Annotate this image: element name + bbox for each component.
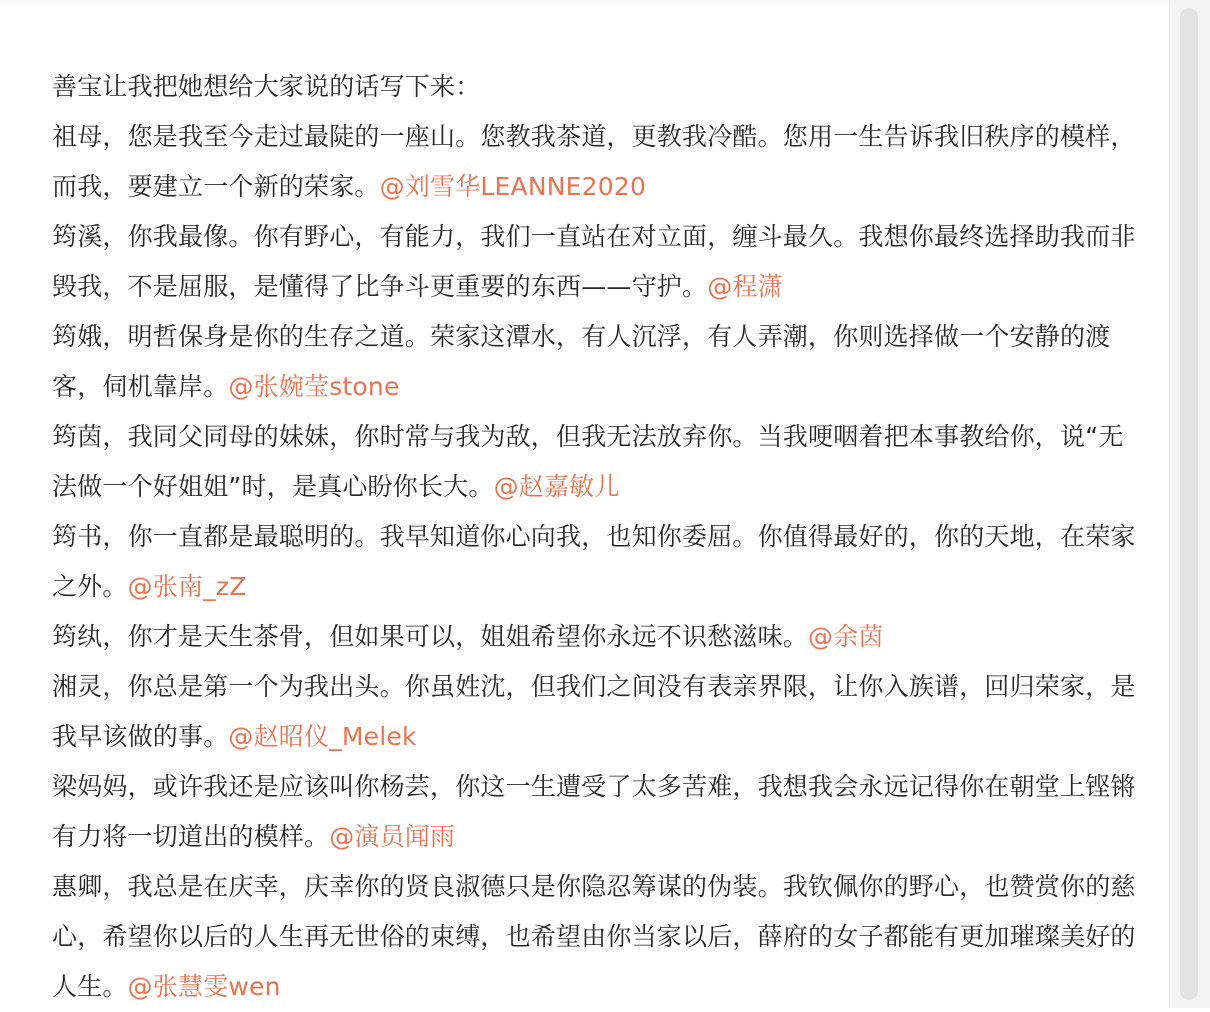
mention-link[interactable]: @张婉莹stone (228, 372, 400, 401)
paragraph-text: 筠书，你一直都是最聪明的。我早知道你心向我，也知你委屈。你值得最好的，你的天地，在荣家之外。 (52, 522, 1136, 601)
post-paragraph (52, 662, 1142, 762)
scrollbar-thumb[interactable] (1180, 8, 1198, 1000)
paragraph-text: 梁妈妈，或许我还是应该叫你杨芸，你这一生遭受了太多苦难，我想我会永远记得你在朝堂上铿锵有力将一切道出的模样。 (52, 772, 1136, 851)
post-paragraph (52, 512, 1142, 612)
post-paragraph (52, 212, 1142, 312)
mention-link[interactable]: @赵嘉敏儿 (493, 472, 620, 501)
paragraph-text: 筠纨，你才是天生茶骨，但如果可以，姐姐希望你永远不识愁滋味。 (52, 622, 809, 651)
post-content (52, 62, 1142, 1012)
mention-link[interactable]: @程潇 (707, 272, 783, 301)
mention-link[interactable]: @张南_zZ (127, 572, 247, 601)
mention-link[interactable]: @演员闻雨 (329, 822, 456, 851)
post-paragraph (52, 412, 1142, 512)
paragraph-text: 筠茵，我同父同母的妹妹，你时常与我为敌，但我无法放弃你。当我哽咽着把本事教给你，说“无法做一个好姐姐”时，是真心盼你长大。 (52, 422, 1124, 501)
post-paragraph (52, 312, 1142, 412)
post-paragraph (52, 112, 1142, 212)
post-paragraph (52, 862, 1142, 1012)
post-paragraph (52, 612, 1142, 662)
mention-link[interactable]: @张慧雯wen (127, 972, 281, 1001)
mention-link[interactable]: @赵昭仪_Melek (228, 722, 417, 751)
top-divider (0, 0, 1170, 8)
paragraph-text: 惠卿，我总是在庆幸，庆幸你的贤良淑德只是你隐忍筹谋的伪装。我钦佩你的野心，也赞赏你的慈心，希望你以后的人生再无世俗的束缚，也希望由你当家以后，薛府的女子都能有更加璀璨美好的人生。 (52, 872, 1136, 1001)
paragraph-text: 筠溪，你我最像。你有野心，有能力，我们一直站在对立面，缠斗最久。我想你最终选择助我而非毁我，不是屈服，是懂得了比争斗更重要的东西——守护。 (52, 222, 1136, 301)
paragraph-text: 湘灵，你总是第一个为我出头。你虽姓沈，但我们之间没有表亲界限，让你入族谱，回归荣家，是我早该做的事。 (52, 672, 1136, 751)
mention-link[interactable]: @余茵 (808, 622, 884, 651)
mention-link[interactable]: @刘雪华LEANNE2020 (379, 172, 647, 201)
post-paragraph (52, 762, 1142, 862)
paragraph-text: 筠娥，明哲保身是你的生存之道。荣家这潭水，有人沉浮，有人弄潮，你则选择做一个安静的渡客，伺机靠岸。 (52, 322, 1111, 401)
scrollbar-track[interactable] (1169, 0, 1210, 1008)
post-intro: 善宝让我把她想给大家说的话写下来： (52, 72, 481, 101)
paragraph-text: 祖母，您是我至今走过最陡的一座山。您教我茶道，更教我冷酷。您用一生告诉我旧秩序的模样，而我，要建立一个新的荣家。 (52, 122, 1136, 201)
